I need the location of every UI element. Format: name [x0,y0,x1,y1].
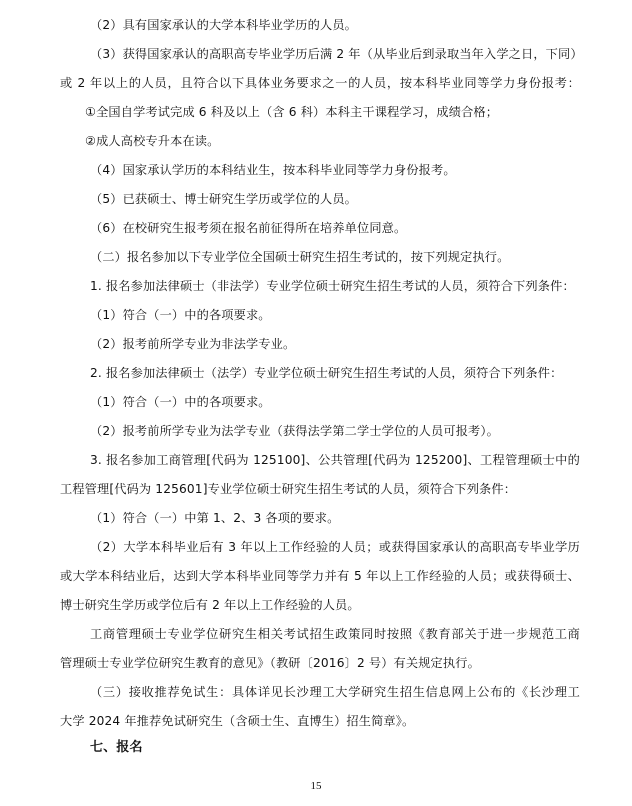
text-line: 或大学本科结业后，达到大学本科毕业同等学力并有 5 年以上工作经验的人员；或获得硕士、 [60,569,580,583]
text-line: （1）符合（一）中第 1、2、3 各项的要求。 [90,511,340,525]
text-line: （1）符合（一）中的各项要求。 [90,308,271,322]
text-line: （3）获得国家承认的高职高专毕业学历后满 2 年（从毕业后到录取当年入学之日，下同） [90,47,583,61]
text-line: （4）国家承认学历的本科结业生，按本科毕业同等学力身份报考。 [90,163,456,177]
text-line: （6）在校研究生报考须在报名前征得所在培养单位同意。 [90,221,407,235]
text-line: 工程管理[代码为 125601]专业学位硕士研究生招生考试的人员，须符合下列条件： [60,482,517,496]
text-line: 或 2 年以上的人员，且符合以下具体业务要求之一的人员，按本科毕业同等学力身份报考： [60,76,580,90]
text-line: （1）符合（一）中的各项要求。 [90,395,271,409]
text-line: 3. 报名参加工商管理[代码为 125100]、公共管理[代码为 125200]、工程管理硕士中的 [90,453,580,467]
text-line: 2. 报名参加法律硕士（法学）专业学位硕士研究生招生考试的人员，须符合下列条件： [90,366,563,380]
page-number: 15 [310,780,322,792]
text-line: （2）报考前所学专业为法学专业（获得法学第二学士学位的人员可报考）。 [90,424,499,438]
text-line: 工商管理硕士专业学位研究生相关考试招生政策同时按照《教育部关于进一步规范工商 [90,627,580,641]
text-line: 1. 报名参加法律硕士（非法学）专业学位硕士研究生招生考试的人员，须符合下列条件： [90,279,575,293]
text-line: （2）报考前所学专业为非法学专业。 [90,337,296,351]
text-line: （二）报名参加以下专业学位全国硕士研究生招生考试的，按下列规定执行。 [90,250,510,264]
text-line: 博士研究生学历或学位后有 2 年以上工作经验的人员。 [60,598,360,612]
text-line: ①全国自学考试完成 6 科及以上（含 6 科）本科主干课程学习，成绩合格； [85,105,499,119]
text-line: ②成人高校专升本在读。 [85,134,220,148]
text-line: 大学 2024 年推荐免试研究生（含硕士生、直博生）招生简章》。 [60,714,415,728]
text-line: （2）具有国家承认的大学本科毕业学历的人员。 [90,18,357,32]
text-line: 管理硕士专业学位研究生教育的意见》（教研〔2016〕2 号）有关规定执行。 [60,656,480,670]
text-line: （2）大学本科毕业后有 3 年以上工作经验的人员；或获得国家承认的高职高专毕业学历 [90,540,580,554]
text-line: （三）接收推荐免试生：具体详见长沙理工大学研究生招生信息网上公布的《长沙理工 [90,685,580,699]
section-heading: 七、报名 [90,740,143,755]
text-line: （5）已获硕士、博士研究生学历或学位的人员。 [90,192,357,206]
